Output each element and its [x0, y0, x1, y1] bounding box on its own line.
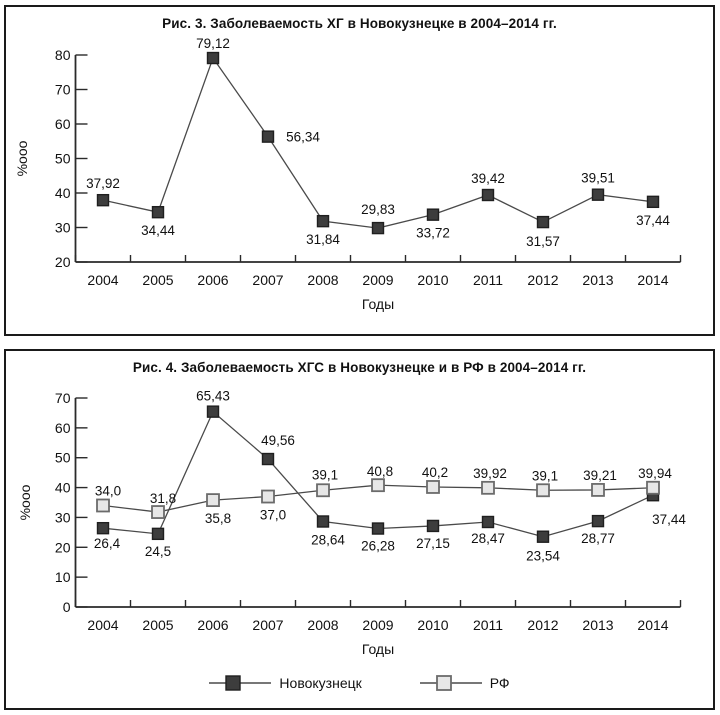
x-tick-label: 2006: [197, 617, 229, 633]
data-point-marker: [318, 216, 329, 227]
data-point-marker: [98, 523, 109, 534]
figure-3-title: Рис. 3. Заболеваемость ХГ в Новокузнецке в 2004–2014 гг.: [162, 16, 557, 31]
x-tick-label: 2013: [582, 272, 614, 288]
data-point-label: 35,8: [204, 511, 232, 527]
data-point-label: 40,8: [366, 464, 394, 480]
y-tick-label: 40: [54, 185, 71, 201]
data-point-marker: [97, 499, 109, 511]
data-point-label: 56,34: [286, 129, 320, 145]
y-tick-label: 20: [54, 254, 71, 270]
data-point-label: 34,44: [141, 223, 175, 239]
data-point-label: 28,64: [311, 532, 345, 548]
y-axis-label: %ооо: [17, 484, 33, 521]
legend-marker-light-icon: [420, 674, 482, 692]
data-point-marker: [538, 531, 549, 542]
y-tick-label: 40: [54, 479, 71, 496]
y-tick-label: 50: [54, 150, 71, 167]
data-point-label: 39,94: [638, 465, 672, 481]
data-point-label: 39,51: [581, 170, 615, 186]
figure-4-panel: [4, 349, 715, 710]
data-point-marker: [208, 53, 219, 64]
data-point-marker: [317, 484, 329, 496]
data-point-label: 39,1: [311, 467, 339, 483]
x-tick-label: 2011: [472, 617, 504, 633]
legend-marker-dark-icon: [209, 674, 271, 692]
data-point-label: 37,44: [636, 212, 670, 228]
data-point-marker: [648, 196, 659, 207]
x-axis-label: Годы: [361, 641, 395, 657]
data-point-marker: [483, 190, 494, 201]
line-chart-hgs-novokuznetsk-rf: [6, 378, 713, 660]
x-tick-label: 2009: [362, 272, 394, 288]
x-tick-label: 2007: [252, 617, 284, 633]
x-tick-label: 2009: [362, 617, 394, 633]
x-tick-label: 2004: [87, 272, 119, 288]
legend-label-rf: РФ: [489, 675, 510, 691]
data-point-marker: [428, 209, 439, 220]
x-tick-label: 2012: [527, 272, 559, 288]
data-point-marker: [207, 494, 219, 506]
x-axis-label: Годы: [361, 296, 395, 312]
data-point-marker: [427, 481, 439, 493]
y-tick-label: 60: [54, 116, 71, 132]
data-point-label: 26,28: [361, 538, 395, 554]
data-point-label: 23,54: [526, 548, 560, 564]
y-tick-label: 70: [54, 81, 71, 98]
x-tick-label: 2011: [472, 272, 504, 288]
data-point-marker: [538, 217, 549, 228]
data-point-label: 37,92: [86, 176, 120, 192]
data-point-label: 28,77: [581, 531, 615, 547]
data-point-label: 49,56: [261, 433, 295, 449]
legend-item-rf: [420, 674, 510, 692]
legend: [6, 660, 713, 706]
data-point-marker: [593, 189, 604, 200]
x-tick-label: 2008: [307, 617, 339, 633]
data-point-label: 37,44: [652, 512, 686, 528]
line-chart-hg-novokuznetsk: [6, 34, 713, 332]
y-axis-label: %ооо: [14, 140, 30, 177]
data-point-label: 39,92: [473, 465, 507, 481]
data-point-marker: [647, 482, 659, 494]
data-point-label: 27,15: [416, 535, 450, 551]
data-point-marker: [153, 207, 164, 218]
data-point-marker: [593, 516, 604, 527]
legend-item-novokuznetsk: [209, 674, 361, 692]
x-tick-label: 2004: [87, 617, 119, 633]
data-point-marker: [153, 528, 164, 539]
data-point-label: 31,84: [306, 232, 340, 248]
y-tick-label: 20: [54, 539, 71, 556]
data-point-marker: [318, 516, 329, 527]
y-tick-label: 50: [54, 449, 71, 466]
data-point-marker: [262, 491, 274, 503]
data-point-label: 39,1: [531, 468, 559, 484]
data-point-marker: [373, 523, 384, 534]
x-tick-label: 2007: [252, 272, 284, 288]
data-point-marker: [263, 131, 274, 142]
data-point-marker: [263, 454, 274, 465]
data-point-marker: [152, 506, 164, 518]
x-tick-label: 2005: [142, 617, 174, 633]
data-point-marker: [372, 479, 384, 491]
x-tick-label: 2012: [527, 617, 559, 633]
x-tick-label: 2008: [307, 272, 339, 288]
data-point-marker: [482, 482, 494, 494]
x-tick-label: 2005: [142, 272, 174, 288]
y-tick-label: 30: [54, 219, 71, 236]
x-tick-label: 2010: [417, 272, 449, 288]
y-tick-label: 30: [54, 509, 71, 526]
data-point-label: 28,47: [471, 530, 505, 546]
legend-label-novokuznetsk: Новокузнецк: [279, 675, 362, 691]
x-tick-label: 2013: [582, 617, 614, 633]
y-tick-label: 10: [54, 569, 71, 586]
data-point-label: 31,57: [526, 234, 560, 250]
x-tick-label: 2006: [197, 272, 229, 288]
y-tick-label: 70: [54, 390, 71, 406]
data-point-label: 26,4: [93, 536, 121, 552]
data-point-marker: [428, 520, 439, 531]
data-point-label: 37,0: [259, 507, 287, 523]
data-point-label: 39,42: [471, 171, 505, 187]
data-point-label: 34,0: [94, 483, 122, 499]
data-point-label: 24,5: [144, 543, 172, 559]
data-point-label: 79,12: [196, 36, 230, 52]
data-point-label: 29,83: [361, 202, 395, 218]
data-point-marker: [537, 484, 549, 496]
y-tick-label: 80: [54, 47, 71, 63]
data-point-label: 31,8: [149, 491, 177, 507]
data-point-label: 33,72: [416, 225, 450, 241]
x-tick-label: 2014: [637, 617, 669, 633]
y-tick-label: 60: [54, 419, 71, 436]
x-tick-label: 2014: [637, 272, 669, 288]
figure-4-title: Рис. 4. Заболеваемость ХГС в Новокузнецке и в РФ в 2004–2014 гг.: [132, 360, 587, 375]
data-point-label: 39,21: [583, 467, 617, 483]
data-point-label: 40,2: [421, 464, 449, 480]
data-point-marker: [208, 406, 219, 417]
x-tick-label: 2010: [417, 617, 449, 633]
figure-3-panel: [4, 5, 715, 336]
y-tick-label: 0: [62, 599, 71, 615]
data-point-marker: [483, 516, 494, 527]
data-point-marker: [592, 484, 604, 496]
data-point-label: 65,43: [196, 388, 230, 404]
data-point-marker: [373, 223, 384, 234]
data-point-marker: [98, 195, 109, 206]
